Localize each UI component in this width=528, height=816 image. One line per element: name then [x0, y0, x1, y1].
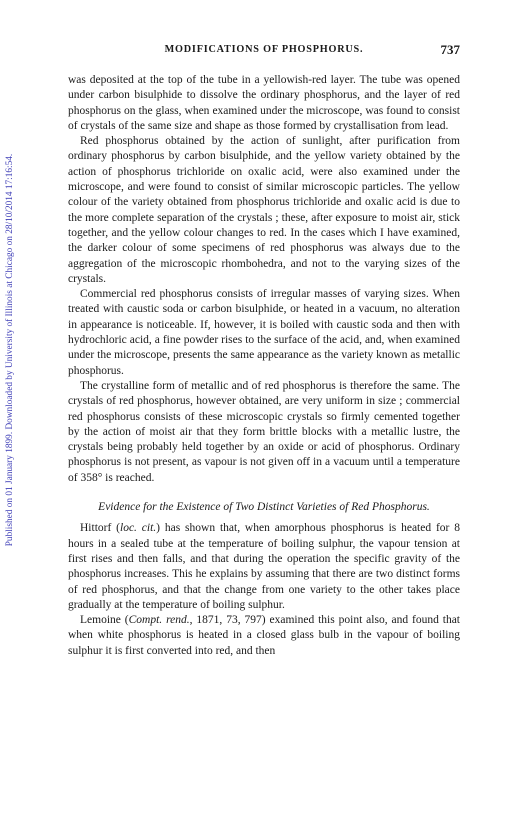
hittorf-citation: loc. cit. — [120, 522, 157, 535]
paragraph-hittorf — [68, 521, 460, 613]
paragraph-sunlight: Red phosphorus obtained by the action of sunlight, after purification from ordinary phosphorus by carbon bisulphide, and the yellow variety obtained by the action of phosphorus trichloride on oxalic acid, were also examined under the microscope, and were found to consist of similar microscopic particles. The yellow colour of the variety obtained from phosphorus trichloride and oxalic acid is due to the more complete separation of the crystals ; these, after exposure to moist air, stick together, and the yellow colour changes to red. In the cases which I have examined, the darker colour of some specimens of red phosphorus was always due to the aggregation of the microscopic rhombohedra, and not to the varying sizes of the crystals. — [68, 135, 460, 285]
download-watermark — [4, 70, 16, 630]
watermark-text: Published on 01 January 1899. Downloaded by University of Illinois at Chicago on 28/10/2014 17:16:54. — [5, 153, 15, 547]
section-heading: Evidence for the Existence of Two Distinct Varieties of Red Phosphorus. — [98, 501, 430, 514]
body-text — [68, 73, 460, 659]
page-number: 737 — [440, 42, 460, 57]
paragraph-crystalline: The crystalline form of metallic and of red phosphorus is therefore the same. The crystals of red phosphorus, however obtained, are very uniform in size ; commercial red phosphorus consists of these microscopic crystals so firmly cemented together by the action of moist air that they form brittle blocks with a metallic lustre, the crystals being probably held together by an oxide or acid of phosphorus. Ordinary phosphorus is not present, as vapour is not given off in a vacuum until a temperature of 358° is reached. — [68, 379, 460, 484]
lemoine-text: , 1871, 73, 797) examined this point also, and found that when white phosphorus is heated in a closed glass bulb in the vapour of boiling sulphur it is first converted into red, and then — [68, 614, 461, 657]
paragraph-commercial: Commercial red phosphorus consists of irregular masses of varying sizes. When treated with caustic soda or carbon bisulphide, or heated in a vacuum, no alteration in appearance is noticeable. If, however, it is boiled with caustic soda and then with hydrochloric acid, a fine powder rises to the surface of the acid, and, when examined under the microscope, presents the same appearance as the variety known as metallic phosphorus. — [68, 288, 460, 377]
lemoine-prefix: Lemoine ( — [80, 614, 129, 627]
running-header — [68, 44, 460, 60]
hittorf-text: ) has shown that, when amorphous phosphorus is heated for 8 hours in a sealed tube at the temperature of boiling sulphur, the vapour tension at first rises and then falls, and that during the operation the specific gravity of the phosphorus increases. This he explains by assuming that there are two distinct forms of red phosphorus, and that the change from one variety to the other takes place gradually at the temperature of boiling sulphur. — [68, 522, 460, 611]
hittorf-prefix: Hittorf ( — [80, 522, 120, 535]
running-title: MODIFICATIONS OF PHOSPHORUS. — [164, 44, 364, 55]
paragraph-lemoine — [68, 613, 460, 659]
lemoine-citation: Compt. rend. — [128, 614, 190, 627]
paragraph-continuation: was deposited at the top of the tube in a yellowish-red layer. The tube was opened under carbon bisulphide to dissolve the ordinary phosphorus, and the layer of red phosphorus on the glass, when examined under the microscope, was found to consist of crystals of the same size and shape as those formed by crystallisation from lead. — [68, 74, 460, 132]
